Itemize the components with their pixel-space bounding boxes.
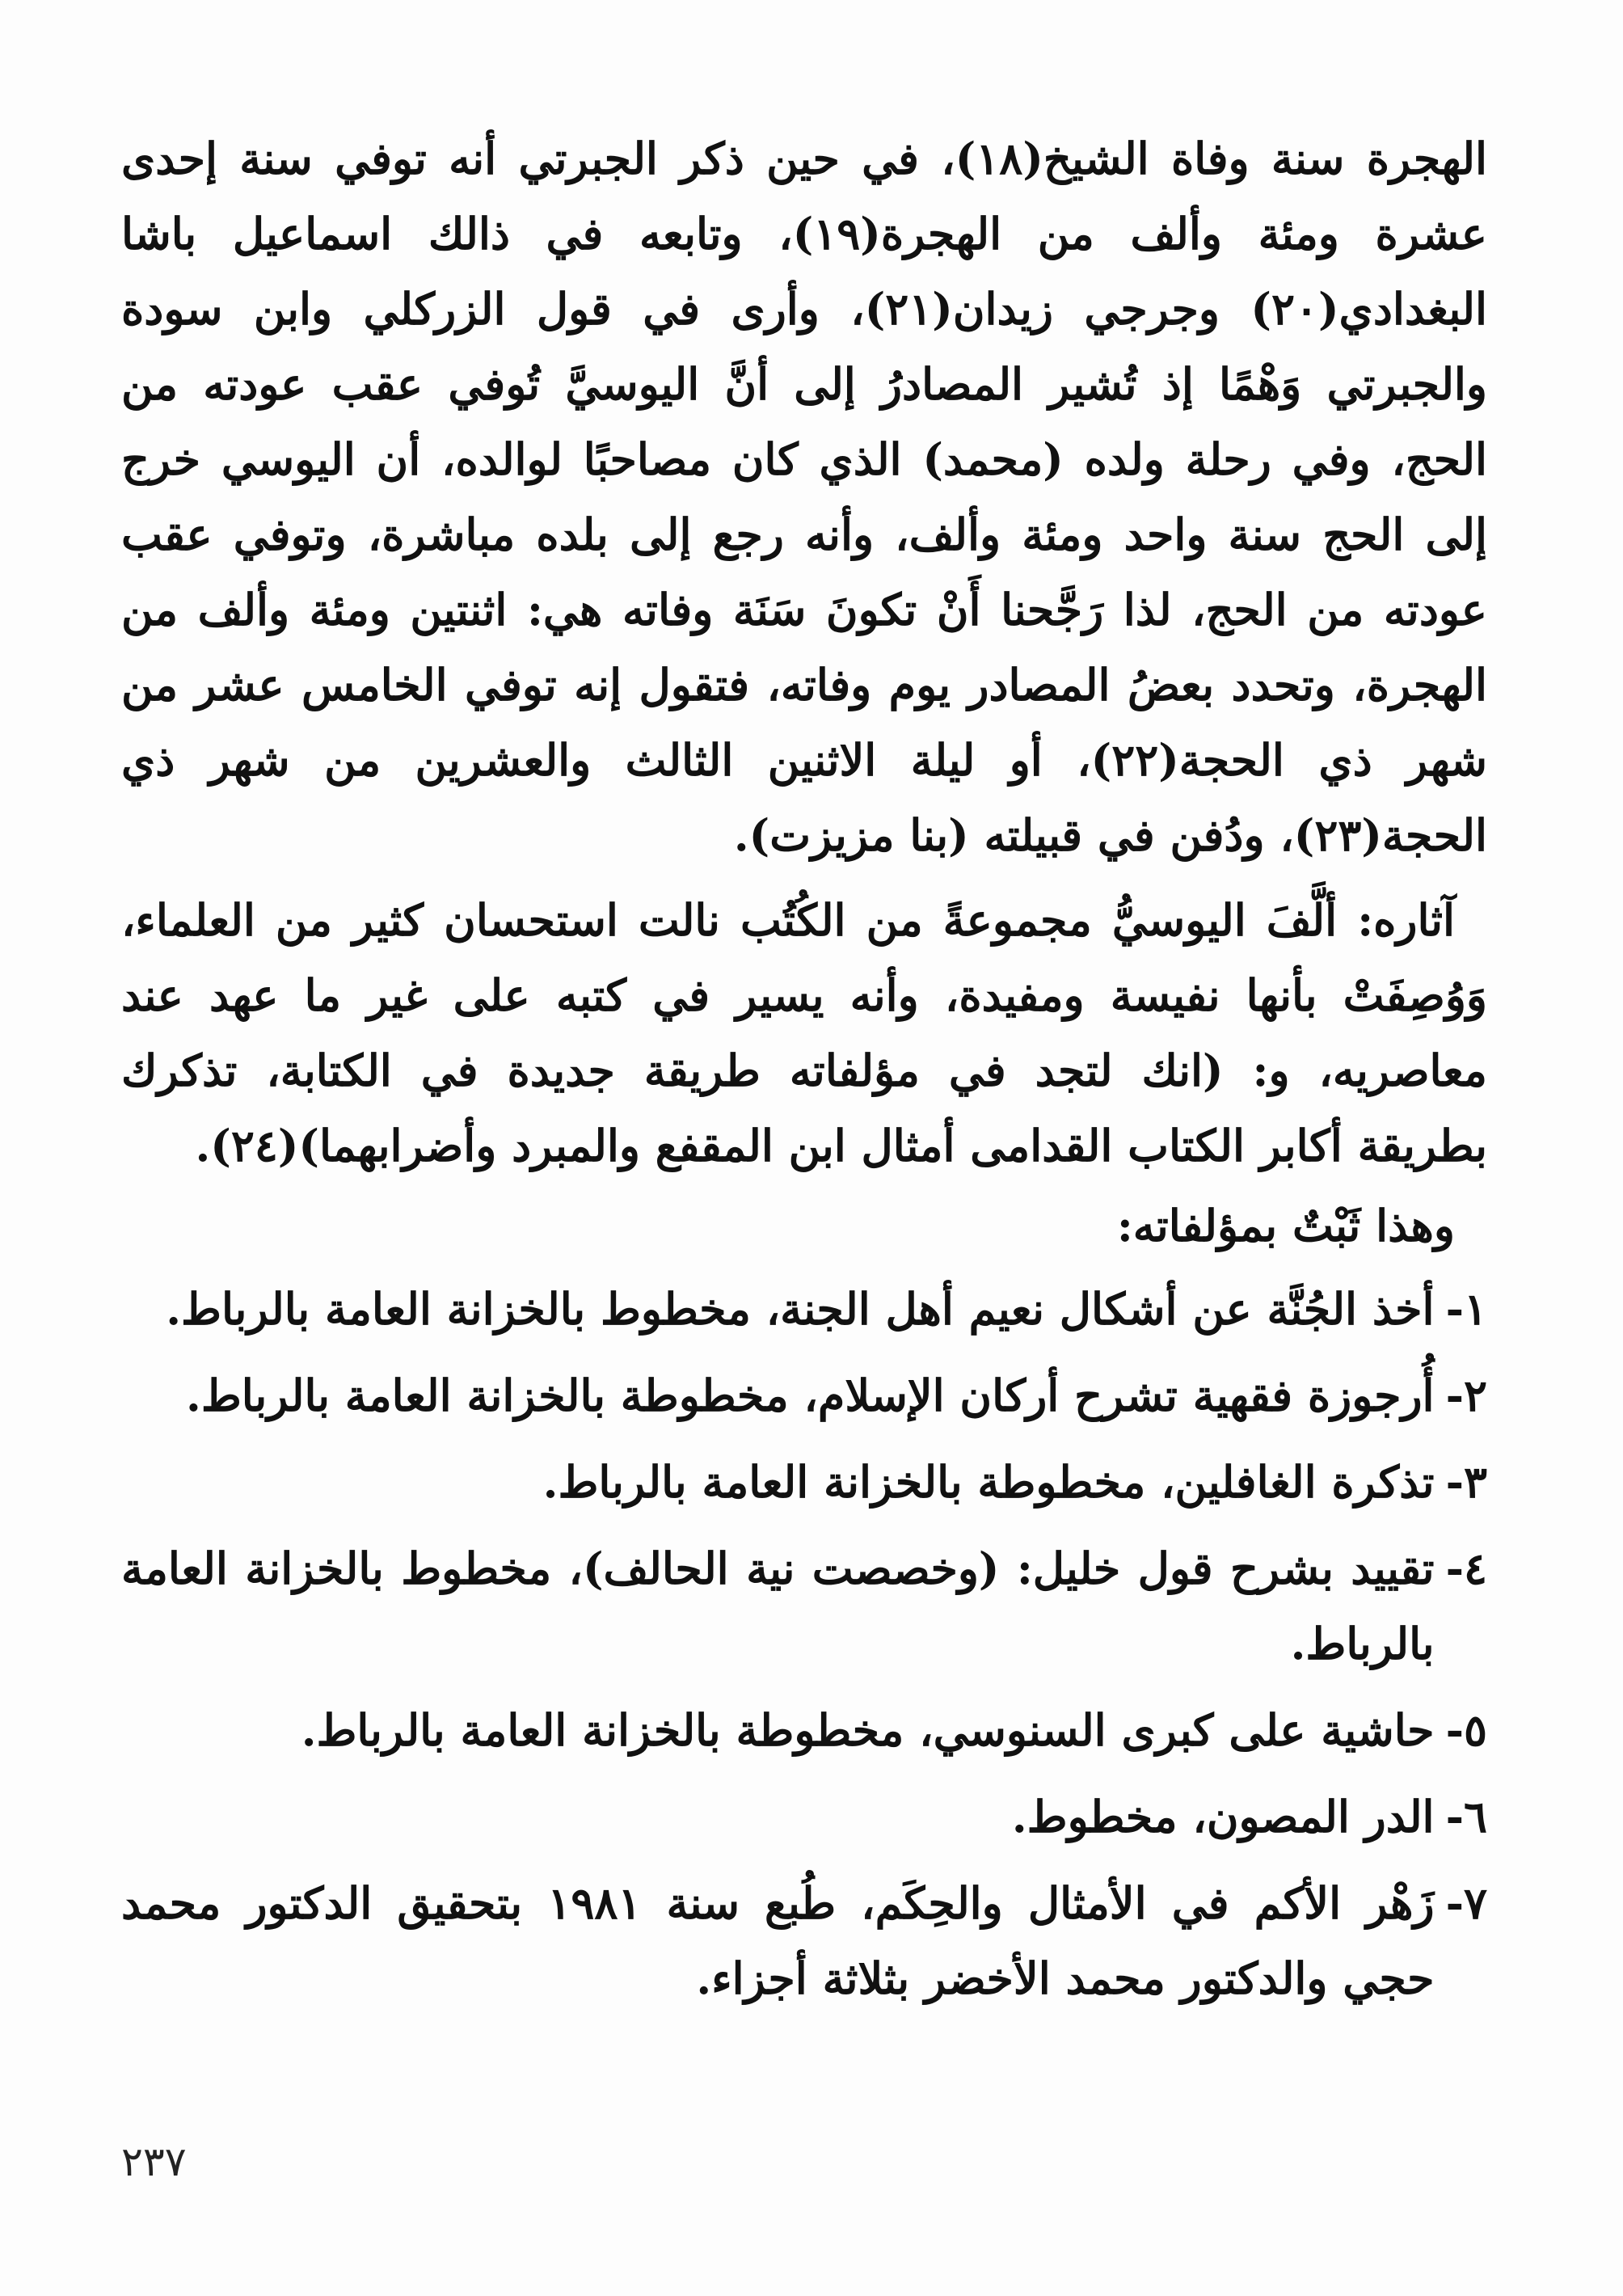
- list-item: [121, 1779, 1487, 1855]
- list-item: [121, 1531, 1487, 1682]
- paragraph-death-date: الهجرة سنة وفاة الشيخ(١٨)، في حين ذكر الجبرتي أنه توفي سنة إحدى عشرة ومئة وألف من الهجرة(١٩)، وتابعه في ذالك اسماعيل باشا البغدادي(٢٠) وجرجي زيدان(٢١)، وأرى في قول الزركلي وابن سودة والجبرتي وَهْمًا إذ تُشير المصادرُ إلى أنَّ اليوسيَّ تُوفي عقب عودته من الحج، وفي رحلة ولده (محمد) الذي كان مصاحبًا لوالده، أن اليوسي خرج إلى الحج سنة واحد ومئة وألف، وأنه رجع إلى بلده مباشرة، وتوفي عقب عودته من الحج، لذا رَجَّحنا أَنْ تكونَ سَنَة وفاته هي: اثنتين ومئة وألف من الهجرة، وتحدد بعضُ المصادر يوم وفاته، فتقول إنه توفي الخامس عشر من شهر ذي الحجة(٢٢)، أو ليلة الاثنين الثالث والعشرين من شهر ذي الحجة(٢٣)، ودُفن في قبيلته (بنا مزيزت).: [121, 133, 1488, 861]
- list-item-text: تذكرة الغافلين، مخطوطة بالخزانة العامة بالرباط.: [542, 1456, 1435, 1508]
- works-list: [121, 1272, 1487, 2016]
- list-item-text: تقييد بشرح قول خليل: (وخصصت نية الحالف)، مخطوط بالخزانة العامة بالرباط.: [121, 1543, 1435, 1669]
- paragraph-works-intro: [121, 883, 1487, 1184]
- list-item-number: ٧-: [1445, 1877, 1487, 1929]
- list-item: [121, 1358, 1487, 1433]
- list-item: [121, 1693, 1487, 1768]
- list-item: [121, 1866, 1487, 2016]
- list-item-text: الدر المصون، مخطوط.: [1011, 1791, 1435, 1842]
- list-item-text: حاشية على كبرى السنوسي، مخطوطة بالخزانة العامة بالرباط.: [301, 1704, 1435, 1756]
- list-item: [121, 1272, 1487, 1347]
- list-item-number: ٦-: [1445, 1791, 1487, 1842]
- list-item: [121, 1445, 1487, 1520]
- page-number: ٢٣٧: [121, 2138, 187, 2185]
- page-body: [121, 121, 1487, 2028]
- list-item-text: أُرجوزة فقهية تشرح أركان الإسلام، مخطوطة بالخزانة العامة بالرباط.: [186, 1370, 1435, 1421]
- list-item-number: ٤-: [1445, 1543, 1487, 1594]
- works-list-heading: وهذا ثَبْتٌ بمؤلفاته:: [1116, 1200, 1455, 1251]
- paragraph-works-text: ألَّفَ اليوسيُّ مجموعةً من الكُتُب نالت استحسان كثير من العلماء، وَوُصِفَتْ بأنها نفيسة ومفيدة، وأنه يسير في كتبه على غير ما عهد عند معاصريه، و: (انك لتجد في مؤلفاته طريقة جديدة في الكتابة، تذكرك بطريقة أكابر الكتاب القدامى أمثال ابن المقفع والمبرد وأضرابهما)(٢٤).: [121, 894, 1487, 1171]
- list-item-number: ٥-: [1445, 1704, 1487, 1756]
- list-item-number: ٢-: [1445, 1370, 1487, 1421]
- list-item-text: زَهْر الأكم في الأمثال والحِكَم، طُبع سنة ١٩٨١ بتحقيق الدكتور محمد حجي والدكتور محمد الأخضر بثلاثة أجزاء.: [121, 1877, 1435, 2004]
- list-item-number: ١-: [1445, 1283, 1487, 1335]
- list-item-number: ٣-: [1445, 1456, 1487, 1508]
- section-label-works: آثاره:: [1357, 894, 1455, 946]
- list-item-text: أخذ الجُنَّة عن أشكال نعيم أهل الجنة، مخطوط بالخزانة العامة بالرباط.: [166, 1283, 1435, 1335]
